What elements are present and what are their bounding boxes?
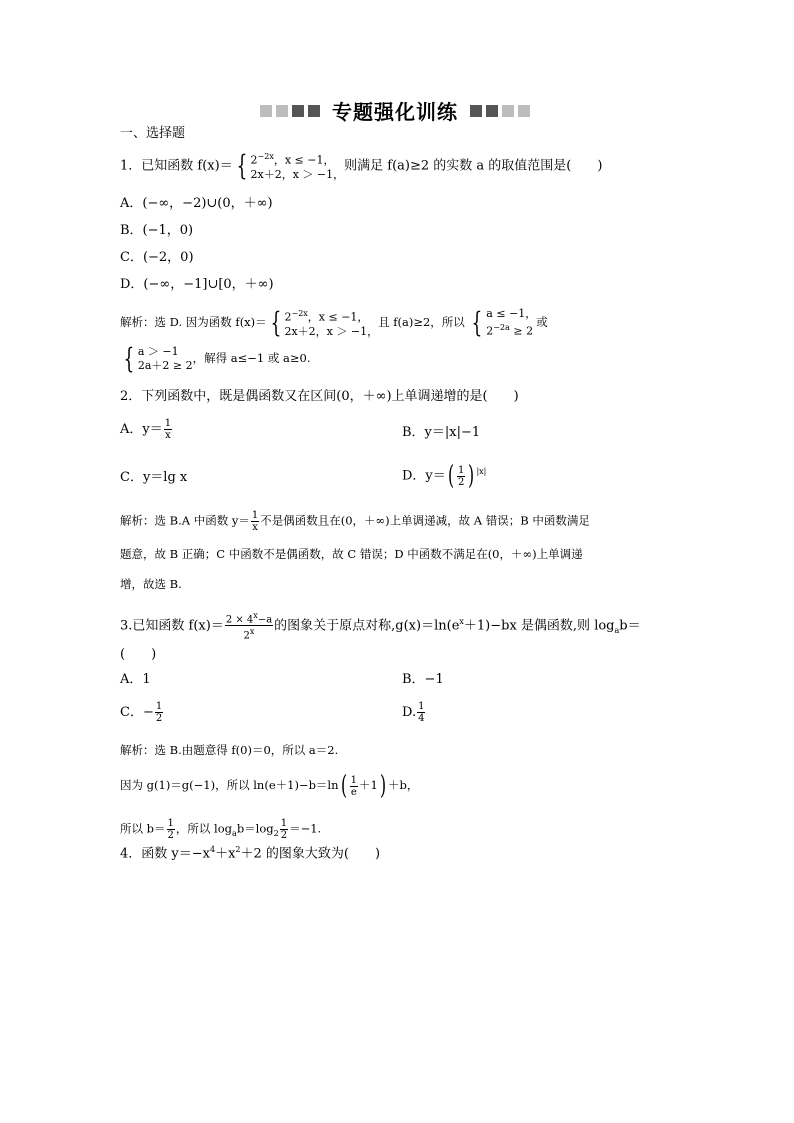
q2-solution-line-2: 题意，故 B 正确；C 中函数不是偶函数，故 C 错误；D 中函数不满足在(0，＋∞)上单调递 <box>120 547 583 561</box>
fraction: $\frac{1}{4}$ <box>418 701 425 724</box>
question-2-stem: 2．下列函数中，既是偶函数又在区间(0，＋∞)上单调递增的是( ) <box>120 389 519 404</box>
decor-square <box>308 105 320 117</box>
q2-solution-line-1: 解析：选 B.A 中函数 y＝ $\frac{1}{x}$ 不是偶函数且在(0，＋∞)上单调递减，故 A 错误；B 中函数满足 <box>120 510 590 533</box>
q2-option-b: B．y＝|x|−1 <box>402 425 481 440</box>
q3-solution-line-2: 因为 g(1)＝g(−1)，所以 ln(e＋1)−b＝ln( $\frac{1}{e}$ ＋1) ＋b， <box>120 771 419 801</box>
q1-option-b: B．(−1，0) <box>120 223 194 238</box>
decor-square <box>502 105 514 117</box>
q2-option-d: D．y＝( $\frac{1}{2}$ ) $^{|x|}$ <box>402 461 487 491</box>
q2-option-c: C．y＝lg x <box>120 470 188 485</box>
q3-solution-line-1: 解析：选 B.由题意得 f(0)＝0，所以 a＝2. <box>120 743 339 757</box>
brace-icon: { <box>236 148 247 182</box>
fraction: $\frac{1}{2}$ <box>457 464 465 488</box>
fraction: $\frac{2 \times 4^x-a}{2^x}$ <box>225 611 273 642</box>
question-4-stem: 4．函数 $y=-x^4+x^2+2$ 的图象大致为( ) <box>120 845 381 862</box>
q1-sol-system-2: { a ＞ −1 2a＋2 ≥ 2 <box>123 342 193 375</box>
fraction: $\frac{1}{e}$ <box>350 774 358 798</box>
q1-solution-line-2: { a ＞ −1 2a＋2 ≥ 2 ，解得 a≤−1 或 a≥0. <box>120 345 310 373</box>
q3-option-a: A．1 <box>120 672 151 687</box>
q1-piecewise <box>233 150 344 182</box>
q1-sol-piecewise: { $2^{-2x}$，x ≤ −1， 2x＋2，x ＞ −1， <box>270 305 379 339</box>
q1-case-1: $2^{-2x}$，x ≤ −1， <box>250 152 335 167</box>
q3-option-d: D. $\frac{1}{4}$ <box>402 701 425 724</box>
fraction: $\frac{1}{x}$ <box>251 510 259 533</box>
decor-square <box>292 105 304 117</box>
decor-square <box>260 105 272 117</box>
q3-option-c: C．− $\frac{1}{2}$ <box>120 701 163 724</box>
q1-option-d: D．(−∞，−1]∪[0，＋∞) <box>120 277 274 292</box>
q1-pre: 1．已知函数 f(x)＝ <box>120 158 233 174</box>
fraction: $\frac{1}{2}$ <box>155 701 163 724</box>
brace-icon: { <box>270 305 281 339</box>
decor-square <box>486 105 498 117</box>
q1-post: 则满足 f(a)≥2 的实数 a 的取值范围是( ) <box>344 158 603 174</box>
fraction: $\frac{1}{x}$ <box>164 418 172 441</box>
q1-sol-system-1: { a ≤ −1， $2^{-2a} \ge 2$ <box>472 305 537 339</box>
section-heading: 一、选择题 <box>120 126 186 141</box>
question-3-stem: 3.已知函数 f(x)＝ $\frac{2 \times 4^x-a}{2^x}$ 的图象关于原点对称$,g(x)=\ln(e^x+1)-bx$ 是偶函数,则 $\log_ab=$ <box>120 611 641 642</box>
q3-option-b: B．−1 <box>402 672 444 687</box>
question-1-stem <box>120 150 602 182</box>
q1-option-a: A．(−∞，−2)∪(0，＋∞) <box>120 196 273 211</box>
page-title: 专题强化训练 <box>332 100 458 124</box>
brace-icon: { <box>123 342 135 375</box>
q1-option-c: C．(−2，0) <box>120 250 194 265</box>
decor-square <box>518 105 530 117</box>
brace-icon: { <box>472 305 483 339</box>
fraction: $\frac{1}{2}$ <box>167 818 174 841</box>
q2-option-a: A．y＝ $\frac{1}{x}$ <box>120 418 172 441</box>
fraction: $\frac{1}{2}$ <box>280 818 288 841</box>
q3-answer-paren: ( ) <box>120 647 157 662</box>
q1-solution-line-1: 解析：选 D. 因为函数 f(x)＝ { $2^{-2x}$，x ≤ −1， 2x＋2，x ＞ −1， 且 f(a)≥2，所以 { a ≤ −1， $2^{-2a} \ge 2$ 或 <box>120 305 548 339</box>
title-banner <box>0 96 794 125</box>
q3-solution-line-3: 所以 b＝ $\frac{1}{2}$ ，所以 $\log_ab=\log_2$ $\frac{1}{2}$ ＝−1. <box>120 818 322 841</box>
q1-case-2: 2x＋2，x ＞ −1， <box>250 167 345 181</box>
decor-square <box>276 105 288 117</box>
decor-square <box>470 105 482 117</box>
q2-solution-line-3: 增，故选 B. <box>120 577 182 591</box>
